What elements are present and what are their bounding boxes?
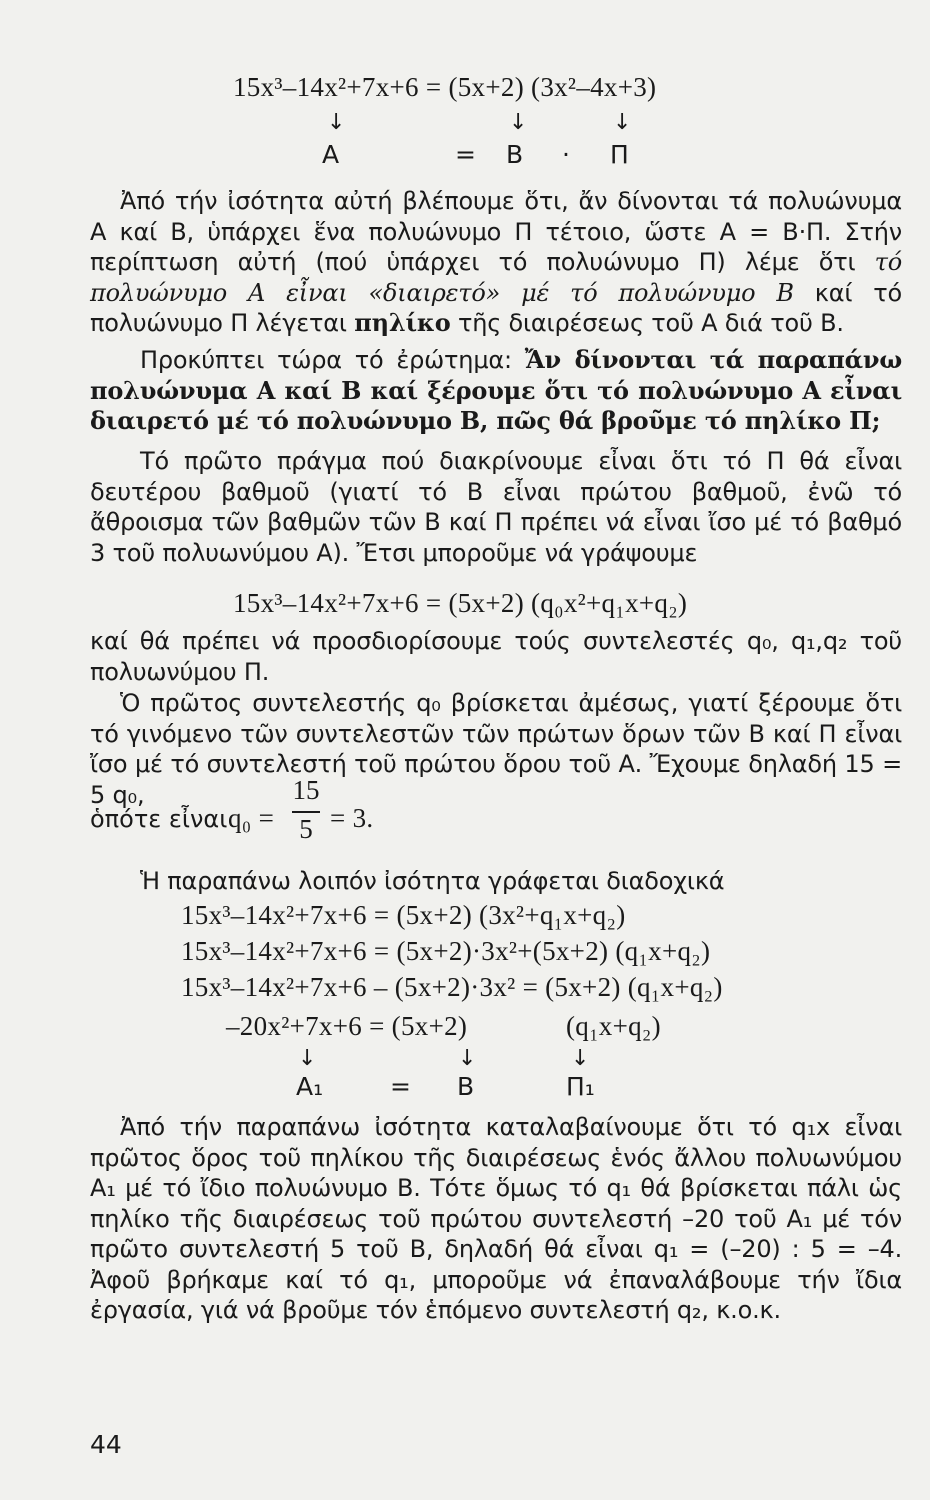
definition-italic: τό πολυώνυμο Α εἶναι «διαιρετό» μέ τό πολυώνυμο Β: [90, 248, 902, 307]
arrow-down-icon: ↓: [458, 1046, 477, 1071]
fraction-denominator: 5: [299, 814, 313, 844]
equation-step-3: 15x³–14x²+7x+6 – (5x+2)·3x² = (5x+2) (q₁x+q₂): [181, 972, 723, 1002]
arrow-down-icon: ↓: [327, 110, 346, 135]
label-b: B: [506, 140, 524, 169]
arrow-down-icon: ↓: [571, 1046, 590, 1071]
fraction-bar: [292, 811, 320, 813]
paragraph-divisibility-definition: Ἀπό τήν ἰσότητα αὐτή βλέπουμε ὅτι, ἄν δίνονται τά πολυώνυμα Α καί Β, ὑπάρχει ἕνα πολυώνυμο Π τέτοιο, ὥστε Α = Β·Π. Στήν περίπτωση αὐτή (πού ὑπάρχει τό πολυώνυμο Π) λέμε ὅτι τό πολυώνυμο Α εἶναι «διαιρετό» μέ τό πολυώνυμο Β καί τό πολυώνυμο Π λέγεται πηλίκο τῆς διαιρέσεως τοῦ Α διά τοῦ Β.: [90, 187, 902, 337]
term-quotient: πηλίκο: [354, 308, 451, 337]
page-number: 44: [90, 1430, 122, 1459]
equation-factorization: 15x³–14x²+7x+6 = (5x+2) (3x²–4x+3): [233, 72, 657, 102]
paragraph-degree: Τό πρῶτο πράγμα πού διακρίνουμε εἶναι ὅτι τό Π θά εἶναι δευτέρου βαθμοῦ (γιατί τό Β εἶναι πρώτου βαθμοῦ, ἐνῶ τό ἄθροισμα τῶν βαθμῶν τῶν Β καί Π πρέπει νά εἶναι ἴσο μέ τό βαθμό 3 τοῦ πολυωνύμου Α). Ἔτσι μποροῦμε νά γράψουμε: [90, 447, 902, 567]
label-a1: A₁: [296, 1072, 324, 1101]
paragraph-first-coefficient: Ὁ πρῶτος συντελεστής q₀ βρίσκεται ἀμέσως, γιατί ξέρουμε ὅτι τό γινόμενο τῶν συντελεστῶν τῶν πρώτων ὅρων τῶν Β καί Π εἶναι ἴσο μέ τό συντελεστή τοῦ πρώτου ὅρου τοῦ Α. Ἔχουμε δηλαδή 15 = 5 q₀,: [90, 689, 902, 809]
fraction-lhs: q₀ =: [228, 803, 275, 833]
arrow-down-icon: ↓: [298, 1046, 317, 1071]
arrow-down-icon: ↓: [509, 110, 528, 135]
label-pi1: Π₁: [566, 1072, 595, 1101]
equation-unknown-coefficients: 15x³–14x²+7x+6 = (5x+2) (q₀x²+q₁x+q₂): [233, 588, 688, 618]
label-dot: ·: [562, 140, 570, 169]
paragraph-coefficients: καί θά πρέπει νά προσδιορίσουμε τούς συντελεστές q₀, q₁,q₂ τοῦ πολυωνύμου Π.: [90, 627, 902, 686]
label-b: B: [457, 1072, 475, 1101]
arrow-down-icon: ↓: [613, 110, 632, 135]
equation-step-4-left: –20x²+7x+6 = (5x+2): [226, 1011, 468, 1041]
label-a: A: [322, 140, 340, 169]
paragraph-next-coefficient: Ἀπό τήν παραπάνω ἰσότητα καταλαβαίνουμε ὅτι τό q₁x εἶναι πρῶτος ὅρος τοῦ πηλίκου τῆς διαιρέσεως ἑνός ἄλλου πολυωνύμου Α₁ μέ τό ἴδιο πολυώνυμο Β. Τότε ὅμως τό q₁ θά βρίσκεται πάλι ὡς πηλίκο τῆς διαιρέσεως τοῦ πρώτου συντελεστή –20 τοῦ Α₁ μέ τόν πρῶτο συντελεστή 5 τοῦ Β, δηλαδή θά εἶναι q₁ = (–20) : 5 = –4. Ἀφοῦ βρήκαμε καί τό q₁, μποροῦμε νά ἐπαναλάβουμε τήν ἴδια ἐργασία, γιά νά βροῦμε τόν ἑπόμενο συντελεστή q₂, κ.ο.κ.: [90, 1113, 902, 1324]
equation-step-2: 15x³–14x²+7x+6 = (5x+2)·3x²+(5x+2) (q₁x+q₂): [181, 936, 711, 966]
label-equals: =: [390, 1072, 411, 1101]
question-bold: Ἄν δίνονται τά παραπάνω πολυώνυμα Α καί Β καί ξέρουμε ὅτι τό πολυώνυμο Α εἶναι διαιρετό μέ τό πολυώνυμο Β, πῶς θά βροῦμε τό πηλίκο Π;: [90, 345, 902, 435]
paragraph-question: Προκύπτει τώρα τό ἐρώτημα: Ἄν δίνονται τά παραπάνω πολυώνυμα Α καί Β καί ξέρουμε ὅτι τό πολυώνυμο Α εἶναι διαιρετό μέ τό πολυώνυμο Β, πῶς θά βροῦμε τό πηλίκο Π;: [90, 345, 902, 435]
text-therefore: ὁπότε εἶναι: [90, 805, 228, 833]
label-pi: Π: [610, 140, 629, 169]
fraction-result: = 3.: [330, 803, 374, 833]
equation-step-4-right: (q₁x+q₂): [566, 1011, 661, 1041]
fraction-numerator: 15: [292, 775, 320, 805]
equation-step-1: 15x³–14x²+7x+6 = (5x+2) (3x²+q₁x+q₂): [181, 900, 626, 930]
paragraph-successive: Ἡ παραπάνω λοιπόν ἰσότητα γράφεται διαδοχικά: [140, 867, 725, 895]
label-equals: =: [455, 140, 476, 169]
